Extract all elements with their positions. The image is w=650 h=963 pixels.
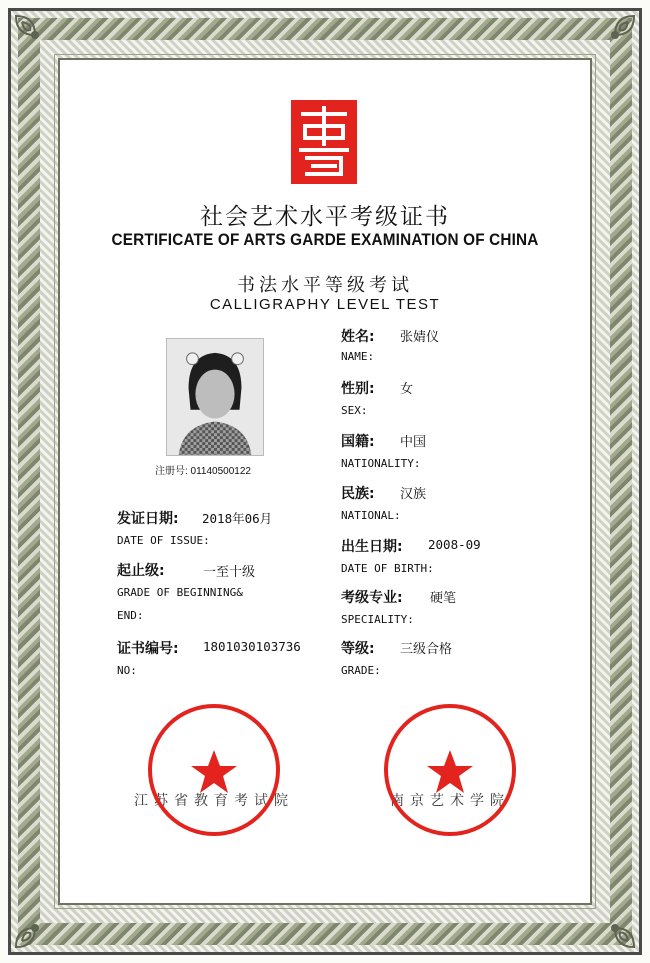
issue-label-cn: 发证日期: [117,511,179,527]
number-label-en: NO: [117,664,137,677]
issue-value: 2018年06月 [202,511,273,526]
sex-label-cn: 性别: [341,381,375,397]
issue-label-en: DATE OF ISSUE: [117,534,210,547]
nationality-value: 中国 [400,435,427,450]
range-label-en-2: END: [117,609,144,622]
title-cn: 社会艺术水平考级证书 [200,204,450,230]
birth-label-cn: 出生日期: [341,539,403,555]
national-label-en: NATIONAL: [341,509,401,522]
nationality-label-cn: 国籍: [341,434,375,450]
number-label-cn: 证书编号: [117,641,179,657]
speciality-label-cn: 考级专业: [341,590,403,606]
name-label-en: NAME: [341,350,375,363]
speciality-label-en: SPECIALITY: [341,613,414,626]
sex-label-en: SEX: [341,404,368,417]
birth-value: 2008-09 [428,537,481,552]
range-label-en: GRADE OF BEGINNING& [117,586,243,599]
range-value: 一至十级 [203,565,256,580]
subtitle-cn: 书法水平等级考试 [237,275,413,296]
issuer-left: 江苏省教育考试院 [134,793,294,809]
corner-ornament-icon [592,905,638,951]
corner-ornament-icon [592,12,638,58]
number-value: 1801030103736 [203,639,301,654]
speciality-value: 硬笔 [430,591,457,606]
name-value: 张婧仪 [400,330,440,345]
title-en: CERTIFICATE OF ARTS GARDE EXAMINATION OF CHINA [111,230,539,249]
official-stamp-left [146,702,282,838]
name-label-cn: 姓名: [341,329,375,345]
grade-label-en: GRADE: [341,664,381,677]
official-stamp-right [382,702,518,838]
student-photo [166,338,264,456]
national-label-cn: 民族: [341,486,375,502]
corner-ornament-icon [12,12,58,58]
birth-label-en: DATE OF BIRTH: [341,562,434,575]
national-value: 汉族 [400,487,427,502]
grade-label-cn: 等级: [341,641,375,657]
calligraphy-seal-logo [291,100,357,184]
grade-value: 三级合格 [400,642,453,657]
registration-number: 注册号: 01140500122 [155,466,251,477]
subtitle-en: CALLIGRAPHY LEVEL TEST [209,296,441,313]
range-label-cn: 起止级: [117,563,165,579]
sex-value: 女 [400,382,414,397]
nationality-label-en: NATIONALITY: [341,457,421,470]
issuer-right: 南京艺术学院 [390,793,510,809]
corner-ornament-icon [12,905,58,951]
